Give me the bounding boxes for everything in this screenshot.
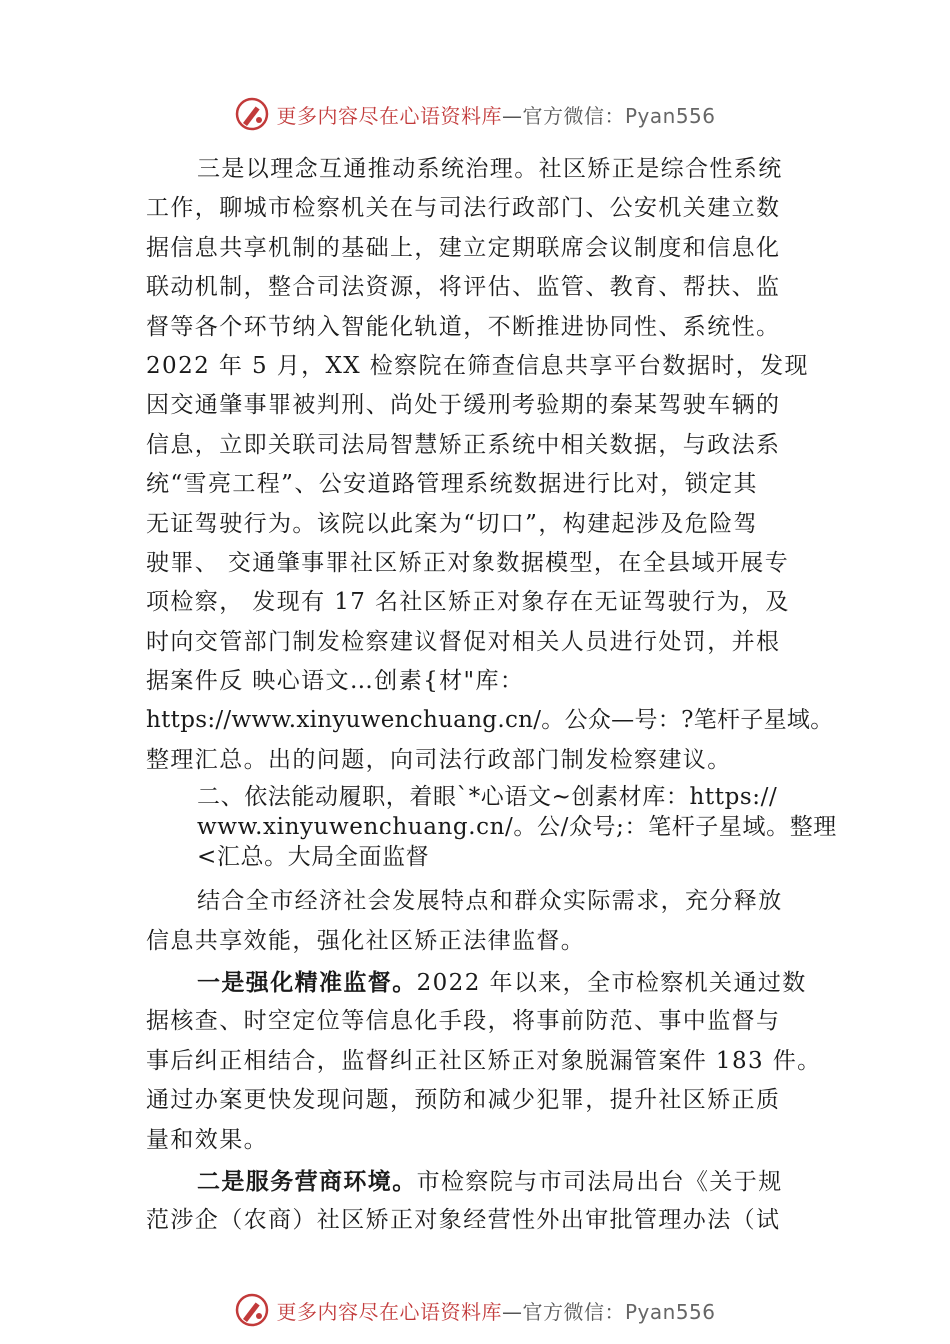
text-line: 统“雪亮工程”、公安道路管理系统数据进行比对，锁定其 <box>146 471 758 498</box>
text-line: 信息共享效能，强化社区矫正法律监督。 <box>146 927 586 954</box>
text-run: 2022 年以来，全市检察机关通过数 <box>416 970 807 997</box>
text-line: 事后纠正相结合，监督纠正社区矫正对象脱漏管案件 183 件。 <box>146 1047 822 1074</box>
text-line: 整理汇总。出的问题，向司法行政部门制发检察建议。 <box>146 746 732 773</box>
banner-separator: — <box>501 1299 523 1324</box>
pen-logo-icon <box>234 1292 270 1328</box>
text-line: 据核查、时空定位等信息化手段，将事前防范、事中监督与 <box>146 1008 781 1035</box>
banner-wechat-id: Pyan556 <box>624 103 716 128</box>
bold-lead: 一是强化精准监督。 <box>197 969 417 997</box>
banner-wechat-label: 官方微信： <box>522 1299 625 1324</box>
heading-line: 二、依法能动履职，着眼`*心语文~创素材库：https:// <box>197 784 778 811</box>
header-banner <box>0 94 950 134</box>
text-line: 联动机制，整合司法资源，将评估、监管、教育、帮扶、监 <box>146 274 781 301</box>
text-line: 驶罪、 交通肇事罪社区矫正对象数据模型，在全县域开展专 <box>146 549 790 576</box>
paragraph-precise-supervision <box>146 963 836 1160</box>
text-line: 三是以理念互通推动系统治理。社区矫正是综合性系统 <box>197 156 783 182</box>
bold-lead: 二是服务营商环境。 <box>197 1167 417 1195</box>
banner-text <box>276 1296 715 1325</box>
text-line <box>146 963 836 1002</box>
banner-separator: — <box>501 103 523 128</box>
paragraph-system-governance <box>146 150 836 780</box>
text-line: 无证驾驶行为。该院以此案为“切口”，构建起涉及危险驾 <box>146 510 758 537</box>
text-line: https://www.xinyuwenchuang.cn/。公众—号：?笔杆子星域。 <box>146 707 834 734</box>
text-line: 通过办案更快发现问题，预防和减少犯罪，提升社区矫正质 <box>146 1087 781 1114</box>
text-line: 量和效果。 <box>146 1126 268 1153</box>
text-line: 据案件反 映心语文…创素{材"库： <box>146 668 525 695</box>
banner-brand: 更多内容尽在心语资料库 <box>276 103 502 128</box>
heading-line: www.xinyuwenchuang.cn/。公/众号;：笔杆子星域。整理 <box>197 814 837 841</box>
heading-line: <汇总。大局全面监督 <box>197 844 430 871</box>
text-line: 项检察， 发现有 17 名社区矫正对象存在无证驾驶行为，及 <box>146 589 790 616</box>
section-heading-2 <box>146 782 836 872</box>
text-line: 据信息共享机制的基础上，建立定期联席会议制度和信息化 <box>146 234 781 261</box>
text-line: 信息，立即关联司法局智慧矫正系统中相关数据，与政法系 <box>146 431 781 458</box>
paragraph-business-environment <box>146 1162 836 1241</box>
banner-wechat-id: Pyan556 <box>624 1299 716 1324</box>
banner-brand: 更多内容尽在心语资料库 <box>276 1299 502 1324</box>
text-line: 因交通肇事罪被判刑、尚处于缓刑考验期的秦某驾驶车辆的 <box>146 392 781 419</box>
text-line: 范涉企（农商）社区矫正对象经营性外出审批管理办法（试 <box>146 1207 781 1234</box>
banner-text <box>276 100 715 129</box>
footer-banner <box>0 1290 950 1330</box>
text-line: 督等各个环节纳入智能化轨道，不断推进协同性、系统性。 <box>146 313 781 340</box>
text-line: 时向交管部门制发检察建议督促对相关人员进行处罚，并根 <box>146 628 781 655</box>
text-line: 2022 年 5 月，XX 检察院在筛查信息共享平台数据时，发现 <box>146 352 809 379</box>
pen-logo-icon <box>234 96 270 132</box>
text-run: 市检察院与市司法局出台《关于规 <box>416 1168 783 1195</box>
paragraph-intro <box>146 882 836 961</box>
banner-wechat-label: 官方微信： <box>522 103 625 128</box>
text-line: 工作，聊城市检察机关在与司法行政部门、公安机关建立数 <box>146 195 781 222</box>
text-line <box>146 1162 836 1201</box>
text-line: 结合全市经济社会发展特点和群众实际需求，充分释放 <box>197 888 783 915</box>
document-body <box>146 150 836 1241</box>
